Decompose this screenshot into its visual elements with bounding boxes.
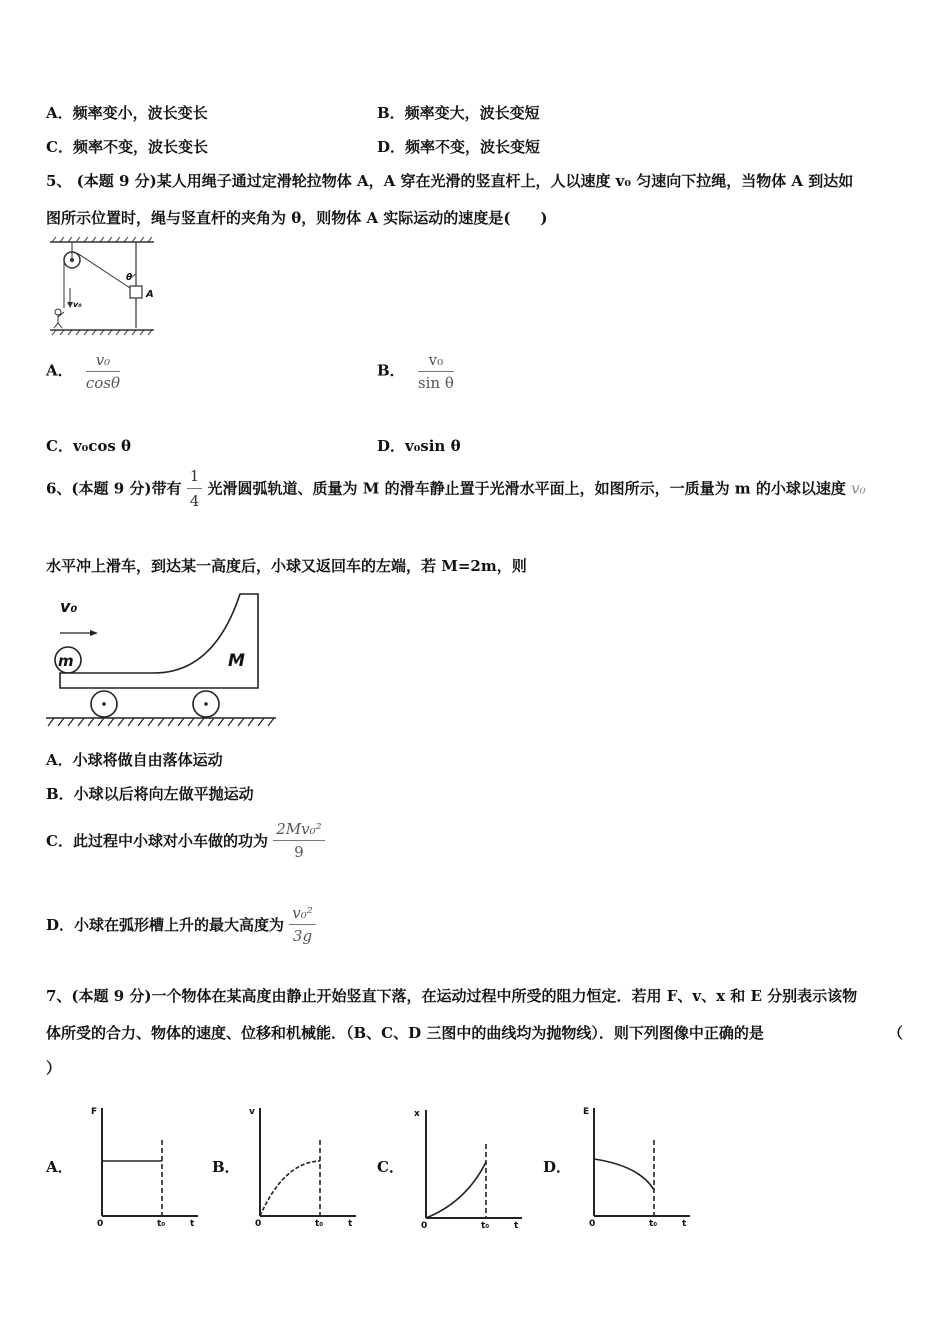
q7-graph-b-xlabel: t: [348, 1219, 353, 1229]
q6-option-c-numerator: 2Mv₀²: [273, 820, 324, 841]
q5-fig-v0: v₀: [73, 300, 82, 309]
q5-option-b-numerator: v₀: [418, 351, 454, 372]
q7-option-b-label[interactable]: B．: [212, 1158, 240, 1176]
q7-graph-a-ylabel: F: [91, 1107, 98, 1117]
q7-graph-c-xlabel: t: [514, 1221, 519, 1231]
q5-stem-line2: 图所示位置时，绳与竖直杆的夹角为 θ，则物体 A 实际运动的速度是( ): [46, 209, 548, 227]
q4-option-d[interactable]: D．频率不变，波长变短: [377, 138, 541, 156]
q5-option-a-label: A．: [46, 361, 73, 380]
q6-option-c[interactable]: [46, 820, 325, 861]
q7-graph-c-t0: t₀: [481, 1221, 490, 1231]
q6-fig-m: m: [58, 652, 74, 670]
q7-answer-paren-close: ）: [46, 1059, 62, 1077]
q7-option-d-label[interactable]: D．: [543, 1158, 572, 1176]
q6-stem-rest: 光滑圆弧轨道、质量为 M 的滑车静止置于光滑水平面上，如图所示，一质量为 m 的小球以速度: [207, 479, 846, 498]
q7-stem-line2: 体所受的合力、物体的速度、位移和机械能．（B、C、D 三图中的曲线均为抛物线）．则下列图像中正确的是: [46, 1024, 764, 1042]
q5-option-a-denominator: cosθ: [85, 374, 121, 392]
q7-graph-b-curve: [260, 1161, 320, 1216]
q5-option-a[interactable]: [46, 351, 120, 392]
q7-graph-a: [86, 1100, 206, 1230]
q5-option-a-numerator: v₀: [86, 351, 120, 372]
q6-fraction-denominator: 4: [189, 492, 200, 510]
q7-graph-c: [410, 1102, 530, 1232]
q7-answer-paren-open: （: [888, 1024, 904, 1042]
q5-option-b[interactable]: [377, 351, 454, 392]
q7-graph-c-ylabel: x: [414, 1109, 420, 1119]
q7-option-c-label[interactable]: C．: [377, 1158, 404, 1176]
q6-v0-symbol: v₀: [851, 479, 866, 498]
q7-graph-b: [244, 1100, 364, 1230]
q7-graph-a-xlabel: t: [190, 1219, 195, 1229]
q6-option-c-text: C．此过程中小球对小车做的功为: [46, 832, 268, 850]
q6-option-d-denominator: 3g: [292, 927, 313, 945]
q6-option-d-text: D．小球在弧形槽上升的最大高度为: [46, 916, 285, 934]
q6-stem-line1: [46, 466, 866, 511]
q5-pulley-figure: [44, 236, 160, 340]
q5-fig-label-a: A: [146, 289, 154, 300]
q6-quarter-fraction: [187, 466, 203, 511]
q5-option-d[interactable]: D．v₀sin θ: [377, 437, 461, 455]
q4-option-b[interactable]: B．频率变大，波长变短: [377, 104, 540, 122]
q6-option-d-numerator: v₀²: [289, 904, 316, 925]
q6-option-d-fraction: [289, 904, 316, 945]
q5-option-b-label: B．: [377, 361, 405, 380]
q7-stem-line1: 7、(本题 9 分)一个物体在某高度由静止开始竖直下落，在运动过程中所受的阻力恒定．若用 F、v、x 和 E 分别表示该物: [46, 987, 858, 1005]
q7-graph-a-origin: 0: [97, 1219, 104, 1229]
q7-graph-c-curve: [426, 1162, 486, 1218]
q6-fraction-numerator: 1: [187, 466, 203, 489]
q7-graph-d: [578, 1100, 698, 1230]
q5-option-c[interactable]: C．v₀cos θ: [46, 437, 132, 455]
q6-fig-M: M: [228, 651, 245, 671]
q7-option-a-label[interactable]: A．: [46, 1158, 73, 1176]
q7-graph-d-origin: 0: [589, 1219, 596, 1229]
q6-cart-figure: [44, 590, 280, 732]
q5-stem-line1: 5、 (本题 9 分)某人用绳子通过定滑轮拉物体 A，A 穿在光滑的竖直杆上，人以速度 v₀ 匀速向下拉绳，当物体 A 到达如: [46, 172, 854, 190]
q5-option-b-fraction: [418, 351, 454, 392]
q7-graph-d-xlabel: t: [682, 1219, 687, 1229]
q5-fig-theta: θ: [126, 273, 133, 283]
q7-graph-c-origin: 0: [421, 1221, 428, 1231]
q7-graph-b-ylabel: v: [249, 1107, 255, 1117]
q6-fig-v0: v₀: [60, 597, 78, 616]
q5-option-a-fraction: [86, 351, 120, 392]
q4-option-a[interactable]: A．频率变小，波长变长: [46, 104, 208, 122]
q7-graph-d-ylabel: E: [583, 1107, 590, 1117]
q4-option-c[interactable]: C．频率不变，波长变长: [46, 138, 208, 156]
q7-graph-d-t0: t₀: [649, 1219, 658, 1229]
q7-graph-b-t0: t₀: [315, 1219, 324, 1229]
q6-option-b[interactable]: B．小球以后将向左做平抛运动: [46, 785, 254, 803]
q7-graph-a-t0: t₀: [157, 1219, 166, 1229]
q7-graph-d-curve: [594, 1159, 654, 1190]
q6-option-c-fraction: [273, 820, 324, 861]
q6-stem-line2: 水平冲上滑车，到达某一高度后，小球又返回车的左端，若 M=2m，则: [46, 557, 527, 575]
q6-option-a[interactable]: A．小球将做自由落体运动: [46, 751, 223, 769]
q6-prefix: 6、(本题 9 分)带有: [46, 479, 182, 498]
q6-option-c-denominator: 9: [294, 843, 304, 861]
q7-graph-b-origin: 0: [255, 1219, 262, 1229]
q5-option-b-denominator: sin θ: [417, 374, 454, 392]
q6-option-d[interactable]: [46, 904, 316, 945]
